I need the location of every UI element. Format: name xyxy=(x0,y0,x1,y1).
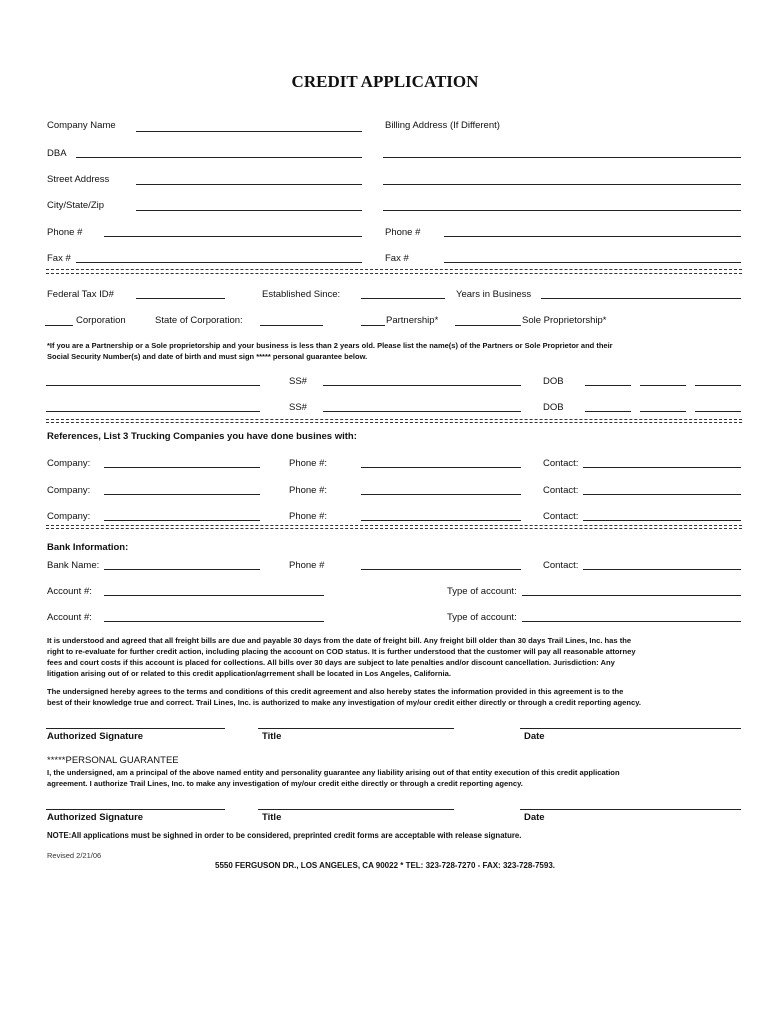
city-state-zip-label: City/State/Zip xyxy=(47,200,105,211)
sole-proprietorship-label: Sole Proprietorship* xyxy=(522,315,607,326)
ss-field[interactable] xyxy=(323,385,521,386)
ref-contact-label: Contact: xyxy=(543,458,579,469)
date-field[interactable] xyxy=(520,728,741,729)
guarantee-line: I, the undersigned, am a principal of the above named entity and personality guarantee any liability arising out of that entity execution of this credit application xyxy=(47,768,620,777)
account-field[interactable] xyxy=(104,621,324,622)
title-field[interactable] xyxy=(258,728,454,729)
ref-company-label: Company: xyxy=(47,458,91,469)
dba-label: DBA xyxy=(47,148,67,159)
ss-label: SS# xyxy=(289,376,307,387)
divider xyxy=(46,273,742,274)
terms-line: fees and court costs if this account is placed for collections. All bills over 30 days are subject to late penalties and/or discount cancellation. Jurisdiction: Any xyxy=(47,658,615,667)
city-state-zip-field[interactable] xyxy=(136,210,362,211)
account-label: Account #: xyxy=(47,612,92,623)
title-label: Title xyxy=(262,731,282,742)
ref-company-label: Company: xyxy=(47,485,91,496)
ref-phone-label: Phone #: xyxy=(289,485,328,496)
ref-contact-label: Contact: xyxy=(543,511,579,522)
ref-company-field[interactable] xyxy=(104,520,260,521)
dob-month-field[interactable] xyxy=(585,385,631,386)
note-text: NOTE:All applications must be sighned in order to be considered, preprinted credit forms are acceptable with release signature. xyxy=(47,831,522,840)
guarantee-line: agreement. I authorize Trail Lines, Inc. to make any investigation of my/our credit eithe directly or through a credit reporting agency. xyxy=(47,779,523,788)
ref-contact-field[interactable] xyxy=(583,467,741,468)
bank-name-label: Bank Name: xyxy=(47,560,100,571)
ss-field[interactable] xyxy=(323,411,521,412)
divider xyxy=(46,422,742,423)
ref-contact-label: Contact: xyxy=(543,485,579,496)
ref-phone-field[interactable] xyxy=(361,494,521,495)
type-of-account-field[interactable] xyxy=(522,595,741,596)
billing-address-line-3[interactable] xyxy=(383,210,741,211)
fax-label: Fax # xyxy=(47,253,71,264)
federal-tax-id-field[interactable] xyxy=(136,298,225,299)
billing-fax-label: Fax # xyxy=(385,253,409,264)
signature-field[interactable] xyxy=(46,728,225,729)
date-label: Date xyxy=(524,812,545,823)
ref-company-label: Company: xyxy=(47,511,91,522)
note-line: *If you are a Partnership or a Sole proprietorship and your business is less than 2 years old. Please list the name(s) of the Partners or Sole Proprietor and their xyxy=(47,341,613,350)
billing-address-line-2[interactable] xyxy=(383,184,741,185)
terms-line: best of their knowledge true and correct. Trail Lines, Inc. is authorized to make any investigation of my/our credit either directly or through a credit reporting agency. xyxy=(47,698,641,707)
corporation-label: Corporation xyxy=(76,315,126,326)
dob-day-field[interactable] xyxy=(640,411,686,412)
bank-name-field[interactable] xyxy=(104,569,260,570)
bank-contact-label: Contact: xyxy=(543,560,579,571)
billing-address-line-1[interactable] xyxy=(383,157,741,158)
account-field[interactable] xyxy=(104,595,324,596)
bank-phone-field[interactable] xyxy=(361,569,521,570)
bank-heading: Bank Information: xyxy=(47,542,129,553)
ref-company-field[interactable] xyxy=(104,494,260,495)
fax-field[interactable] xyxy=(76,262,362,263)
note-line: Social Security Number(s) and date of birth and must sign ***** personal guarantee below. xyxy=(47,352,368,361)
dob-month-field[interactable] xyxy=(585,411,631,412)
date-label: Date xyxy=(524,731,545,742)
dob-day-field[interactable] xyxy=(640,385,686,386)
title-label: Title xyxy=(262,812,282,823)
phone-field[interactable] xyxy=(104,236,362,237)
ref-phone-label: Phone #: xyxy=(289,511,328,522)
terms-line: It is understood and agreed that all freight bills are due and payable 30 days from the date of freight bill. Any freight bill older than 30 days Trail Lines, Inc. has the xyxy=(47,636,632,645)
phone-label: Phone # xyxy=(47,227,83,238)
agreement-paragraph xyxy=(47,686,747,708)
revised-date: Revised 2/21/06 xyxy=(47,851,102,860)
divider xyxy=(46,269,742,270)
divider xyxy=(46,525,742,526)
established-since-field[interactable] xyxy=(361,298,445,299)
established-since-label: Established Since: xyxy=(262,289,341,300)
ref-phone-field[interactable] xyxy=(361,467,521,468)
corporation-check-field[interactable] xyxy=(45,325,73,326)
dba-field[interactable] xyxy=(76,157,362,158)
account-label: Account #: xyxy=(47,586,92,597)
partnership-note xyxy=(47,340,747,362)
dob-label: DOB xyxy=(543,376,564,387)
partnership-check-field[interactable] xyxy=(361,325,385,326)
street-address-field[interactable] xyxy=(136,184,362,185)
company-name-field[interactable] xyxy=(136,131,362,132)
state-of-corporation-field[interactable] xyxy=(260,325,323,326)
billing-phone-field[interactable] xyxy=(444,236,741,237)
title-field[interactable] xyxy=(258,809,454,810)
owner-name-field[interactable] xyxy=(46,385,260,386)
federal-tax-id-label: Federal Tax ID# xyxy=(47,289,114,300)
authorized-signature-label: Authorized Signature xyxy=(47,731,144,742)
years-in-business-label: Years in Business xyxy=(456,289,532,300)
type-of-account-label: Type of account: xyxy=(447,612,517,623)
ref-phone-label: Phone #: xyxy=(289,458,328,469)
signature-field[interactable] xyxy=(46,809,225,810)
state-of-corporation-label: State of Corporation: xyxy=(155,315,243,326)
billing-phone-label: Phone # xyxy=(385,227,421,238)
authorized-signature-label: Authorized Signature xyxy=(47,812,144,823)
page-title: CREDIT APPLICATION xyxy=(291,72,479,91)
type-of-account-label: Type of account: xyxy=(447,586,517,597)
type-of-account-field[interactable] xyxy=(522,621,741,622)
divider xyxy=(46,528,742,529)
dob-label: DOB xyxy=(543,402,564,413)
terms-line: The undersigned hereby agrees to the terms and conditions of this credit agreement and also hereby states the information provided in this agreement is to the xyxy=(47,687,624,696)
ref-contact-field[interactable] xyxy=(583,494,741,495)
billing-fax-field[interactable] xyxy=(444,262,741,263)
partnership-label: Partnership* xyxy=(386,315,439,326)
ref-contact-field[interactable] xyxy=(583,520,741,521)
terms-paragraph xyxy=(47,635,747,679)
sole-proprietorship-check-field[interactable] xyxy=(455,325,521,326)
terms-line: litigation arising out of or related to this credit application/agrrement shall be located in Los Angeles, California. xyxy=(47,669,451,678)
company-name-label: Company Name xyxy=(47,120,116,131)
ref-phone-field[interactable] xyxy=(361,520,521,521)
dob-year-field[interactable] xyxy=(695,385,741,386)
terms-line: right to re-evaluate for further credit action, including placing the account on COD status. It is further understood that the customer will pay all reasonable attorney xyxy=(47,647,636,656)
references-heading: References, List 3 Trucking Companies you have done busines with: xyxy=(47,431,357,442)
billing-address-label: Billing Address (If Different) xyxy=(385,120,500,131)
dob-year-field[interactable] xyxy=(695,411,741,412)
personal-guarantee-heading: *****PERSONAL GUARANTEE xyxy=(47,755,179,766)
years-in-business-field[interactable] xyxy=(541,298,741,299)
date-field[interactable] xyxy=(520,809,741,810)
divider xyxy=(46,419,742,420)
ref-company-field[interactable] xyxy=(104,467,260,468)
owner-name-field[interactable] xyxy=(46,411,260,412)
street-address-label: Street Address xyxy=(47,174,110,185)
bank-contact-field[interactable] xyxy=(583,569,741,570)
bank-phone-label: Phone # xyxy=(289,560,325,571)
ss-label: SS# xyxy=(289,402,307,413)
guarantee-paragraph xyxy=(47,767,747,789)
footer-address: 5550 FERGUSON DR., LOS ANGELES, CA 90022 * TEL: 323-728-7270 - FAX: 323-728-7593. xyxy=(215,861,555,870)
